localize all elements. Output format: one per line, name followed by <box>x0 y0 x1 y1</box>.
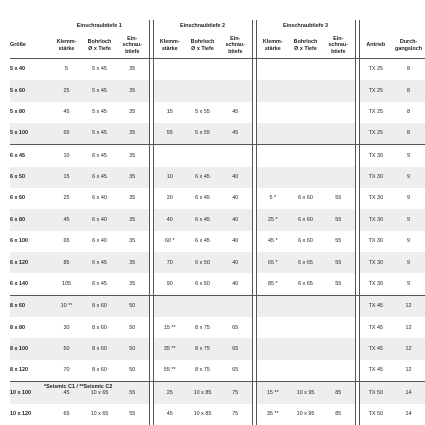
klemm-cell: 25 <box>50 80 83 101</box>
klemm-cell: 45 * <box>256 231 289 252</box>
klemm-cell <box>153 295 186 317</box>
group-title-2: Einschraubtiefe 2 <box>153 20 252 33</box>
table-row <box>10 145 425 167</box>
durchgang-cell: 9 <box>392 209 425 230</box>
einschraub-cell: 65 <box>219 360 252 382</box>
bohrloch-cell <box>186 59 219 81</box>
size-cell: 10 x 100 <box>10 382 50 404</box>
einschraub-cell: 35 <box>116 123 149 145</box>
klemm-cell: 90 <box>153 273 186 295</box>
klemm-cell <box>256 317 289 338</box>
einschraub-cell: 35 <box>116 59 149 81</box>
header-row-groups <box>10 20 425 33</box>
einschraub-cell: 75 <box>219 382 252 404</box>
durchgang-cell: 12 <box>405 324 412 331</box>
bohrloch-cell: 6 x 40 <box>92 238 107 245</box>
table-row <box>10 317 425 338</box>
bohrloch-cell <box>289 338 322 359</box>
einschraub-cell <box>322 360 355 382</box>
table-row <box>10 209 425 230</box>
klemm-cell: 45 <box>63 109 70 116</box>
klemm-cell <box>256 80 289 101</box>
specification-table <box>10 20 425 425</box>
table-row <box>10 404 425 425</box>
durchgang-cell: 9 <box>407 195 411 202</box>
bohrloch-cell <box>289 80 322 101</box>
durchgang-cell: 9 <box>407 238 411 245</box>
klemm-cell: 45 <box>50 209 83 230</box>
einschraub-cell: 65 <box>219 317 252 338</box>
size-cell: 8 x 60 <box>10 295 50 317</box>
bohrloch-cell: 5 x 45 <box>83 80 116 101</box>
bohrloch-cell: 8 x 75 <box>195 324 210 331</box>
size-cell: 6 x 45 <box>10 145 50 167</box>
table-row <box>10 167 425 188</box>
bohrloch-cell: 6 x 45 <box>186 167 219 188</box>
bohrloch-cell <box>289 145 322 167</box>
bohrloch-cell <box>289 317 322 338</box>
bohrloch-cell: 5 x 45 <box>83 59 116 81</box>
bohrloch-cell: 5 x 45 <box>92 109 107 116</box>
antrieb-header: Antrieb <box>359 33 392 59</box>
bohrloch-cell: 6 x 40 <box>92 195 107 202</box>
header-row-columns <box>10 33 425 59</box>
einschraub-cell: 55 <box>322 231 355 252</box>
bohrloch-cell: 10 x 85 <box>193 410 212 417</box>
klemm-cell: 30 <box>63 324 70 331</box>
antrieb-cell: TX 25 <box>359 80 392 101</box>
durchgang-cell: 9 <box>392 252 425 273</box>
seismic-footnote: *Seismic C1 / **Seismic C2 <box>44 384 113 390</box>
klemm-cell: 55 ** <box>153 360 186 382</box>
antrieb-cell: TX 30 <box>359 167 392 188</box>
einschraub-cell <box>322 295 355 317</box>
table-row <box>10 252 425 273</box>
einschraub-cell: 50 <box>116 338 149 359</box>
einschraub-cell: 40 <box>219 252 252 273</box>
durchgang-header: Durch- gangsloch <box>392 33 425 59</box>
einschraub-header-2: Ein- schrau- btiefe <box>219 33 252 59</box>
table-row <box>10 102 425 123</box>
bohrloch-cell: 10 x 65 <box>83 382 116 404</box>
bohrloch-cell: 6 x 45 <box>195 238 210 245</box>
bohrloch-header-2: Bohrloch Ø x Tiefe <box>186 33 219 59</box>
bohrloch-cell: 10 x 95 <box>289 382 322 404</box>
bohrloch-cell: 6 x 45 <box>83 252 116 273</box>
klemm-cell: 65 <box>63 410 70 417</box>
bohrloch-cell: 6 x 45 <box>83 167 116 188</box>
klemm-header-1: Klemm- stärke <box>50 33 83 59</box>
bohrloch-cell <box>186 145 219 167</box>
durchgang-cell: 9 <box>392 167 425 188</box>
einschraub-cell <box>322 123 355 145</box>
einschraub-cell: 50 <box>116 295 149 317</box>
einschraub-cell: 55 <box>116 382 149 404</box>
einschraub-cell: 45 <box>219 123 252 145</box>
bohrloch-cell <box>289 102 322 123</box>
einschraub-cell <box>322 338 355 359</box>
durchgang-cell: 8 <box>392 80 425 101</box>
klemm-cell: 15 ** <box>256 382 289 404</box>
size-cell: 8 x 100 <box>10 338 50 359</box>
bohrloch-cell <box>289 123 322 145</box>
bohrloch-cell: 8 x 75 <box>186 338 219 359</box>
bohrloch-cell <box>186 295 219 317</box>
table-row <box>10 123 425 145</box>
klemm-cell: 65 <box>63 238 70 245</box>
bohrloch-cell <box>289 167 322 188</box>
bohrloch-cell: 8 x 60 <box>83 338 116 359</box>
bohrloch-cell: 6 x 65 <box>289 252 322 273</box>
size-cell: 5 x 100 <box>10 123 50 145</box>
durchgang-cell: 8 <box>407 109 411 116</box>
table-row <box>10 80 425 101</box>
einschraub-cell: 75 <box>219 404 252 425</box>
durchgang-cell: 12 <box>392 338 425 359</box>
antrieb-cell: TX 45 <box>359 338 392 359</box>
einschraub-header-1: Ein- schrau- btiefe <box>116 33 149 59</box>
durchgang-cell: 12 <box>405 367 412 374</box>
bohrloch-cell <box>289 295 322 317</box>
klemm-cell: 10 <box>50 145 83 167</box>
table-row <box>10 295 425 317</box>
bohrloch-cell: 6 x 50 <box>195 280 210 287</box>
klemm-cell: 10 <box>153 167 186 188</box>
klemm-cell: 15 <box>153 102 186 123</box>
klemm-cell: 70 <box>153 252 186 273</box>
klemm-header-2: Klemm- stärke <box>153 33 186 59</box>
einschraub-cell: 35 <box>116 80 149 101</box>
klemm-cell: 40 <box>153 209 186 230</box>
klemm-cell <box>153 59 186 81</box>
klemm-cell: 60 * <box>153 231 186 252</box>
klemm-cell: 85 * <box>256 273 289 295</box>
bohrloch-cell: 6 x 60 <box>298 195 313 202</box>
bohrloch-cell: 8 x 60 <box>92 324 107 331</box>
klemm-cell: 45 <box>153 404 186 425</box>
klemm-cell: 70 <box>63 367 70 374</box>
einschraub-cell <box>322 167 355 188</box>
bohrloch-cell: 6 x 45 <box>92 280 107 287</box>
bohrloch-cell <box>289 59 322 81</box>
einschraub-cell <box>219 295 252 317</box>
einschraub-cell: 40 <box>219 231 252 252</box>
size-cell: 6 x 50 <box>10 167 50 188</box>
antrieb-cell: TX 30 <box>359 231 392 252</box>
klemm-cell: 65 * <box>256 252 289 273</box>
klemm-cell <box>153 145 186 167</box>
bohrloch-cell: 5 x 55 <box>186 123 219 145</box>
antrieb-cell: TX 30 <box>359 273 392 295</box>
einschraub-cell: 35 <box>116 252 149 273</box>
antrieb-cell: TX 30 <box>359 145 392 167</box>
size-cell: 8 x 80 <box>10 324 25 331</box>
bohrloch-cell: 6 x 60 <box>289 209 322 230</box>
bohrloch-cell: 6 x 40 <box>83 209 116 230</box>
klemm-cell: 25 * <box>256 209 289 230</box>
klemm-cell: 5 * <box>256 188 289 209</box>
einschraub-cell <box>219 59 252 81</box>
size-cell: 5 x 40 <box>10 59 50 81</box>
table-row <box>10 338 425 359</box>
table-row <box>10 231 425 252</box>
einschraub-cell: 50 <box>116 317 149 338</box>
klemm-cell <box>256 295 289 317</box>
size-cell: 6 x 80 <box>10 209 50 230</box>
antrieb-cell: TX 45 <box>359 295 392 317</box>
einschraub-cell <box>322 59 355 81</box>
table-row <box>10 273 425 295</box>
bohrloch-cell: 6 x 60 <box>298 238 313 245</box>
einschraub-cell <box>322 317 355 338</box>
klemm-cell: 55 <box>153 123 186 145</box>
antrieb-cell: TX 50 <box>359 404 392 425</box>
bohrloch-cell: 8 x 60 <box>83 295 116 317</box>
size-cell: 10 x 120 <box>10 410 31 417</box>
klemm-cell: 85 <box>50 252 83 273</box>
bohrloch-header-3: Bohrloch Ø x Tiefe <box>289 33 322 59</box>
bohrloch-cell: 6 x 50 <box>186 252 219 273</box>
einschraub-cell: 65 <box>219 338 252 359</box>
klemm-cell: 25 <box>153 382 186 404</box>
bohrloch-cell: 5 x 45 <box>83 123 116 145</box>
einschraub-cell: 35 <box>116 167 149 188</box>
bohrloch-cell: 6 x 45 <box>186 209 219 230</box>
klemm-cell: 65 <box>50 123 83 145</box>
einschraub-cell: 55 <box>322 252 355 273</box>
einschraub-cell: 35 <box>116 209 149 230</box>
antrieb-cell: TX 30 <box>359 252 392 273</box>
durchgang-cell: 9 <box>392 145 425 167</box>
bohrloch-cell: 10 x 85 <box>186 382 219 404</box>
bohrloch-cell <box>186 80 219 101</box>
bohrloch-cell: 5 x 55 <box>195 109 210 116</box>
einschraub-cell: 85 <box>322 382 355 404</box>
einschraub-header-3: Ein- schrau- btiefe <box>322 33 355 59</box>
antrieb-cell: TX 25 <box>359 59 392 81</box>
klemm-cell <box>256 360 289 382</box>
einschraub-cell: 40 <box>219 209 252 230</box>
klemm-cell <box>153 80 186 101</box>
klemm-cell <box>256 123 289 145</box>
einschraub-cell: 35 <box>116 188 149 209</box>
size-header: Größe <box>10 33 50 59</box>
antrieb-cell: TX 25 <box>359 102 392 123</box>
klemm-cell <box>256 59 289 81</box>
einschraub-cell: 55 <box>322 273 355 295</box>
antrieb-cell: TX 25 <box>359 123 392 145</box>
einschraub-cell: 35 <box>116 145 149 167</box>
antrieb-cell: TX 50 <box>359 382 392 404</box>
einschraub-cell: 35 <box>116 102 149 123</box>
bohrloch-cell: 6 x 45 <box>83 145 116 167</box>
klemm-cell: 25 <box>63 195 70 202</box>
size-cell: 5 x 80 <box>10 109 25 116</box>
size-cell: 8 x 120 <box>10 367 28 374</box>
klemm-cell: 15 ** <box>153 317 186 338</box>
bohrloch-cell: 8 x 75 <box>195 367 210 374</box>
antrieb-cell: TX 45 <box>359 317 392 338</box>
antrieb-cell: TX 45 <box>359 360 392 382</box>
size-cell: 5 x 60 <box>10 80 50 101</box>
bohrloch-cell <box>289 360 322 382</box>
klemm-cell: 5 <box>50 59 83 81</box>
bohrloch-cell: 10 x 65 <box>90 410 109 417</box>
bohrloch-cell: 6 x 45 <box>195 195 210 202</box>
size-cell: 6 x 100 <box>10 238 28 245</box>
bohrloch-cell: 6 x 65 <box>298 280 313 287</box>
klemm-cell <box>256 145 289 167</box>
klemm-cell: 45 <box>50 382 83 404</box>
klemm-cell <box>256 102 289 123</box>
klemm-cell: 35 ** <box>256 404 289 425</box>
einschraub-cell: 55 <box>322 188 355 209</box>
durchgang-cell: 14 <box>405 410 412 417</box>
table-row <box>10 188 425 209</box>
klemm-cell <box>256 338 289 359</box>
table-row <box>10 360 425 382</box>
durchgang-cell: 8 <box>392 59 425 81</box>
bohrloch-header-1: Bohrloch Ø x Tiefe <box>83 33 116 59</box>
group-title-1: Einschraubtiefe 1 <box>50 20 149 33</box>
einschraub-cell: 55 <box>322 209 355 230</box>
einschraub-cell <box>322 102 355 123</box>
group-title-3: Einschraubtiefe 3 <box>256 20 355 33</box>
einschraub-cell <box>322 80 355 101</box>
einschraub-cell: 85 <box>322 404 355 425</box>
einschraub-cell: 40 <box>219 273 252 295</box>
antrieb-cell: TX 30 <box>359 188 392 209</box>
size-cell: 6 x 120 <box>10 252 50 273</box>
klemm-cell: 20 <box>153 188 186 209</box>
size-cell: 6 x 140 <box>10 280 28 287</box>
einschraub-cell: 35 <box>116 273 149 295</box>
einschraub-cell <box>219 145 252 167</box>
table-row <box>10 59 425 81</box>
klemm-cell: 15 <box>50 167 83 188</box>
einschraub-cell: 50 <box>116 360 149 382</box>
einschraub-cell: 35 <box>116 231 149 252</box>
size-cell: 6 x 60 <box>10 195 25 202</box>
durchgang-cell: 12 <box>392 295 425 317</box>
klemm-cell: 10 ** <box>50 295 83 317</box>
durchgang-cell: 8 <box>392 123 425 145</box>
klemm-cell: 50 <box>50 338 83 359</box>
einschraub-cell <box>322 145 355 167</box>
klemm-cell: 105 <box>62 280 71 287</box>
klemm-header-3: Klemm- stärke <box>256 33 289 59</box>
antrieb-cell: TX 30 <box>359 209 392 230</box>
einschraub-cell: 40 <box>219 167 252 188</box>
durchgang-cell: 9 <box>407 280 411 287</box>
einschraub-cell: 55 <box>116 404 149 425</box>
klemm-cell <box>256 167 289 188</box>
einschraub-cell: 45 <box>219 102 252 123</box>
bohrloch-cell: 10 x 95 <box>296 410 315 417</box>
durchgang-cell: 14 <box>392 382 425 404</box>
klemm-cell: 35 ** <box>153 338 186 359</box>
einschraub-cell <box>219 80 252 101</box>
bohrloch-cell: 8 x 60 <box>92 367 107 374</box>
einschraub-cell: 40 <box>219 188 252 209</box>
